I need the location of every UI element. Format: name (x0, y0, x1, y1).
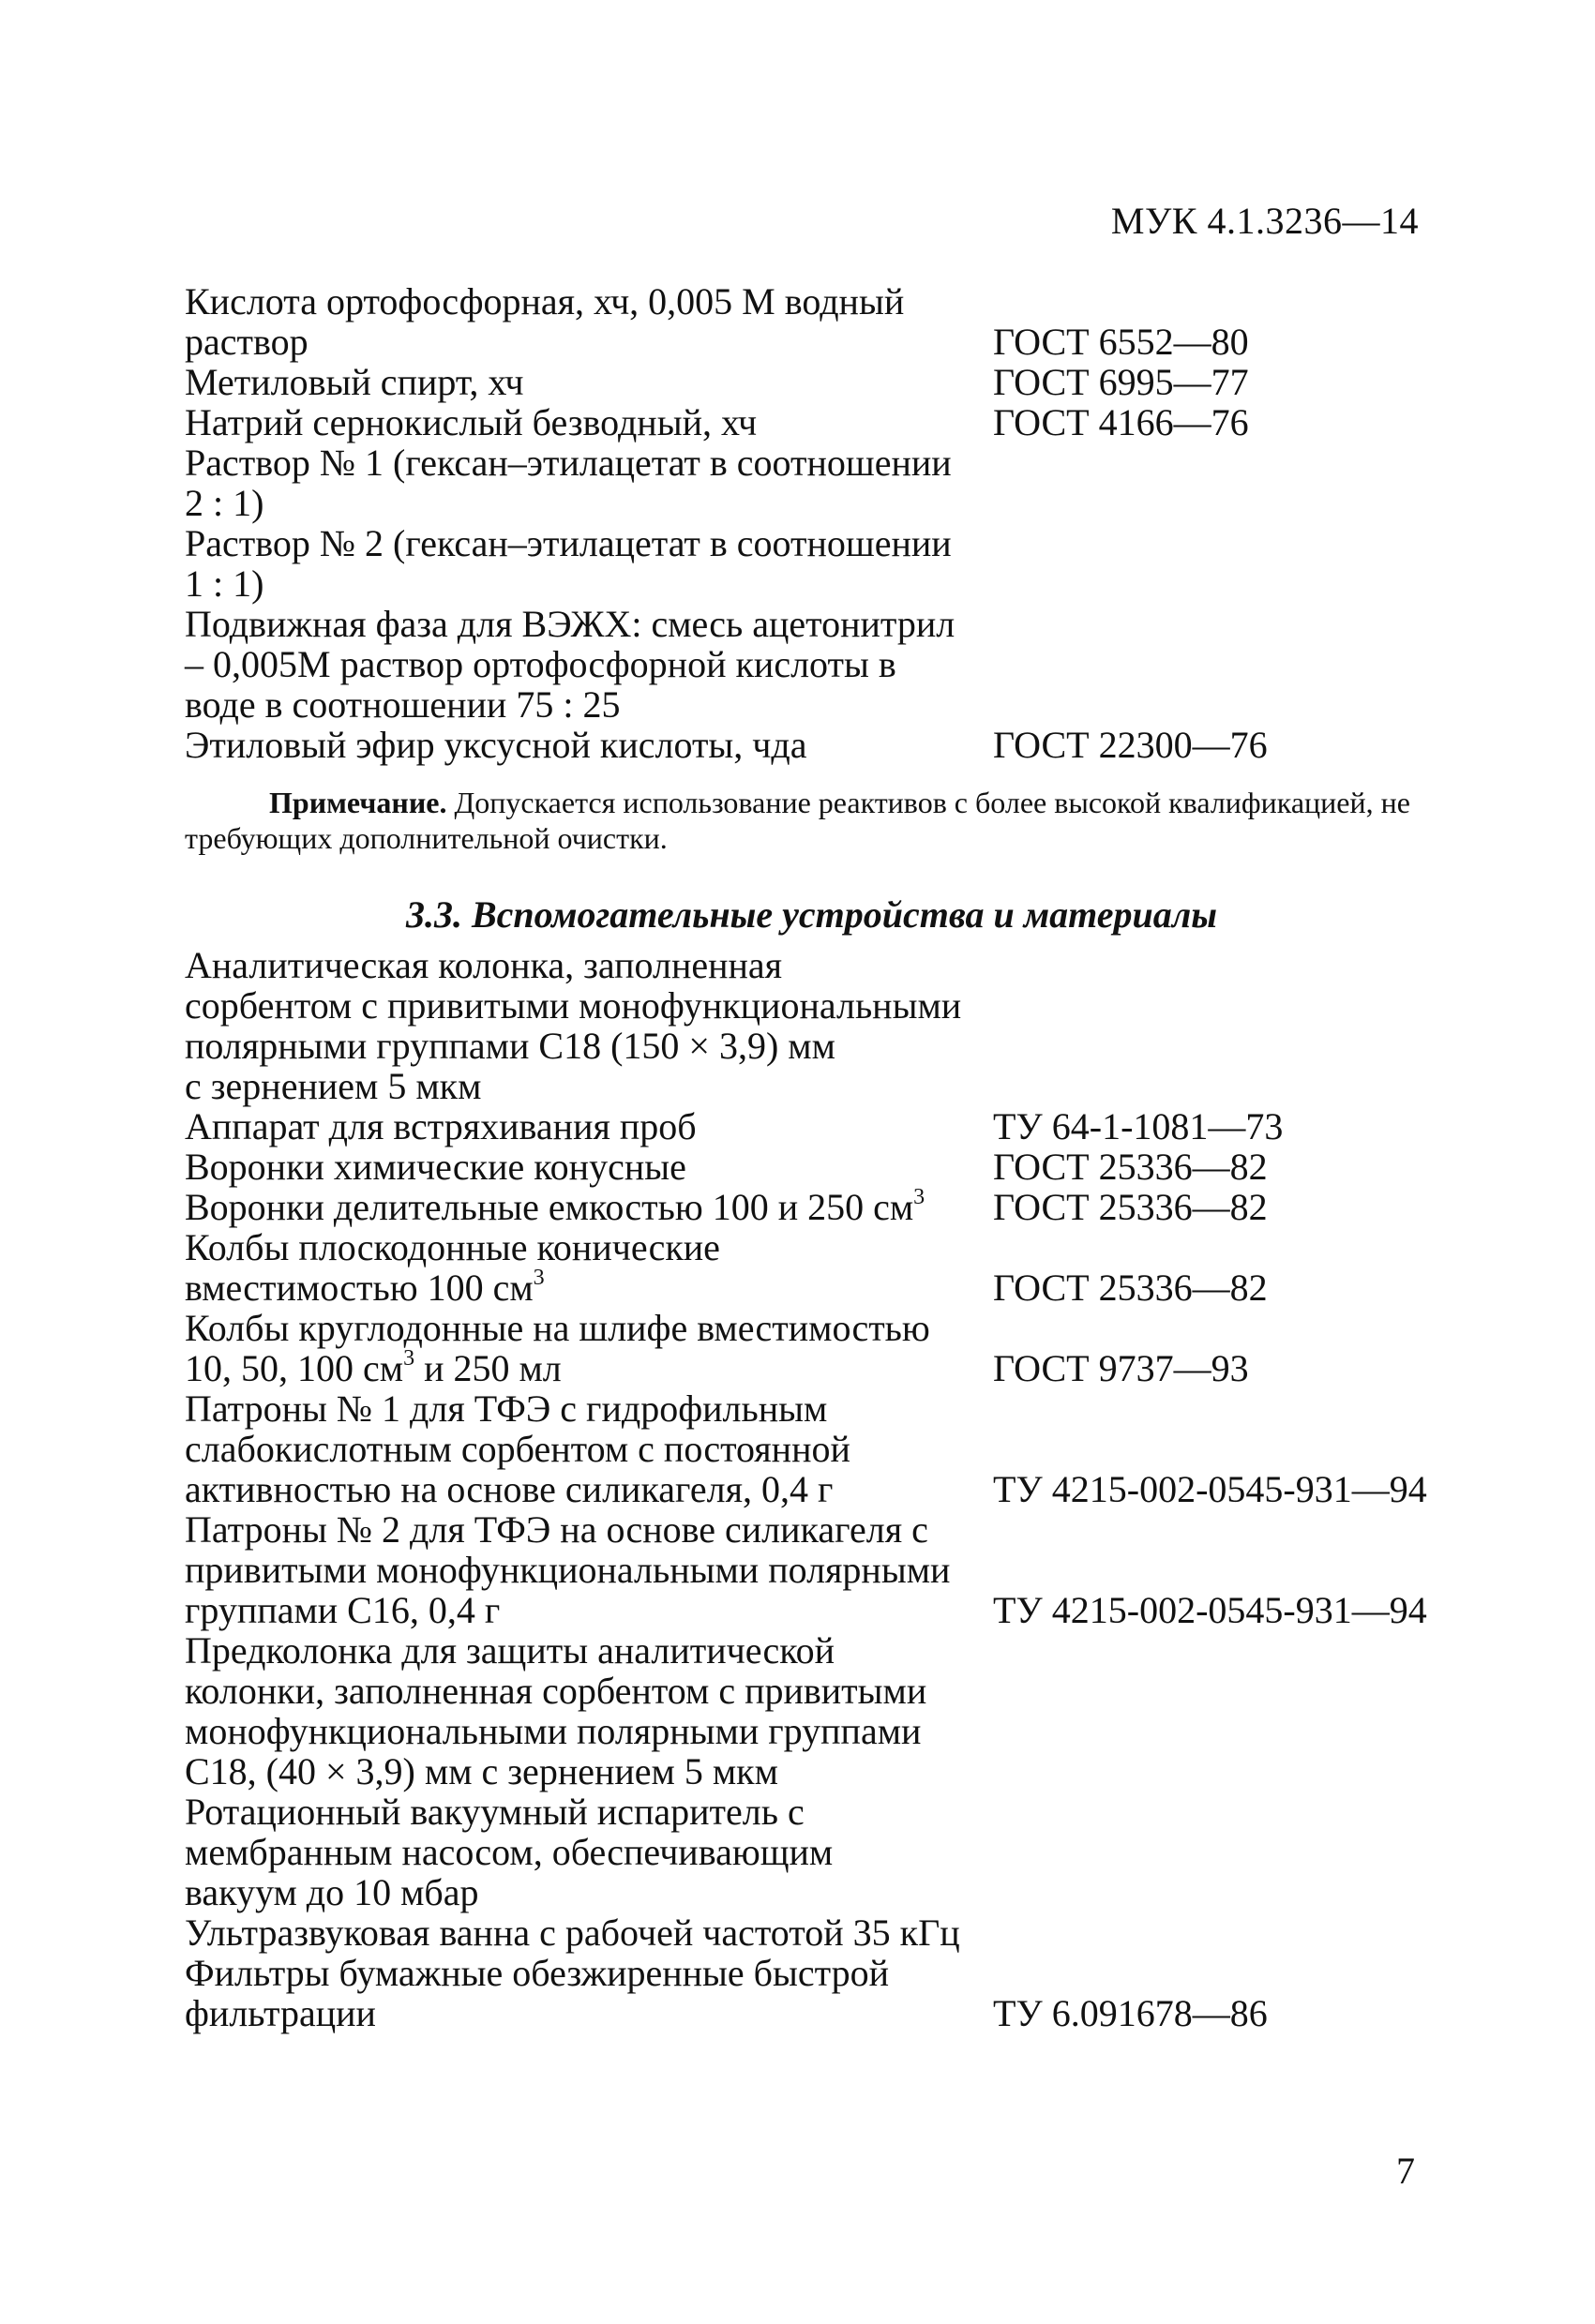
material-standard: ТУ 6.091678—86 (993, 1992, 1268, 2034)
material-standard: ГОСТ 25336—82 (993, 1186, 1268, 1228)
material-standard: ТУ 4215-002-0545-931—94 (993, 1468, 1427, 1510)
reagent-standard: ГОСТ 6995—77 (993, 361, 1249, 403)
material-standard: ГОСТ 25336—82 (993, 1146, 1268, 1188)
superscript: 3 (403, 1346, 415, 1372)
material-name: Предколонка для защиты аналитической колонки, заполненная сорбентом с привитыми монофункциональными полярными группами С18, (40 × 3,9) мм с зернением 5 мкм (185, 1629, 927, 1792)
material-row (185, 1630, 1441, 1792)
material-row (185, 1792, 1441, 1912)
material-standard: ГОСТ 25336—82 (993, 1267, 1268, 1309)
material-name: Воронки химические конусные (185, 1146, 686, 1188)
material-row (185, 1187, 1441, 1227)
material-name (185, 1227, 991, 1308)
material-row (185, 945, 1441, 1106)
material-row (185, 1147, 1441, 1187)
reagent-name: Раствор № 2 (гексан–этилацетат в соотношении 1 : 1) (185, 522, 952, 605)
material-name (185, 1308, 991, 1388)
page-number: 7 (1396, 2150, 1415, 2192)
reagent-standard: ГОСТ 4166—76 (993, 401, 1249, 443)
material-row (185, 1106, 1441, 1147)
material-name: Аналитическая колонка, заполненная сорбентом с привитыми монофункциональными полярными группами С18 (150 × 3,9) мм с зернением 5 мкм (185, 944, 962, 1107)
reagent-row (185, 442, 1441, 523)
material-name: Патроны № 2 для ТФЭ на основе силикагеля с привитыми монофункциональными полярными группами С16, 0,4 г (185, 1508, 951, 1631)
section-heading: 3.3. Вспомогательные устройства и материалы (405, 893, 1218, 936)
material-row (185, 1953, 1441, 2033)
reagent-row (185, 281, 1441, 362)
material-name: Ротационный вакуумный испаритель с мембранным насосом, обеспечивающим вакуум до 10 мбар (185, 1791, 834, 1913)
reagent-name: Этиловый эфир уксусной кислоты, чда (185, 724, 807, 766)
material-standard: ГОСТ 9737—93 (993, 1347, 1249, 1389)
material-row (185, 1388, 1441, 1509)
reagents-list (185, 281, 1441, 765)
material-name: Ультразвуковая ванна с рабочей частотой 35 кГц (185, 1912, 960, 1954)
material-name-text: Колбы круглодонные на шлифе вместимостью 10, 50, 100 см (185, 1307, 930, 1389)
reagent-standard: ГОСТ 22300—76 (993, 724, 1268, 766)
material-row (185, 1308, 1441, 1388)
reagent-name: Кислота ортофосфорная, хч, 0,005 М водный раствор (185, 280, 905, 363)
materials-list (185, 945, 1441, 2033)
superscript: 3 (533, 1266, 545, 1291)
superscript: 3 (913, 1185, 925, 1210)
material-name: Патроны № 1 для ТФЭ с гидрофильным слабокислотным сорбентом с постоянной активностью на основе силикагеля, 0,4 г (185, 1387, 850, 1510)
note-label: Примечание. (269, 786, 447, 819)
material-name-text: Воронки делительные емкостью 100 и 250 см (185, 1186, 914, 1228)
reagent-row (185, 523, 1441, 604)
reagent-name: Метиловый спирт, хч (185, 361, 524, 403)
reagent-row (185, 362, 1441, 402)
note-text: Допускается использование реактивов с более высокой квалификацией, не требующих дополнительной очистки. (185, 786, 1410, 855)
reagent-standard: ГОСТ 6552—80 (993, 321, 1249, 363)
material-row (185, 1227, 1441, 1308)
reagent-name: Раствор № 1 (гексан–этилацетат в соотношении 2 : 1) (185, 442, 952, 524)
material-row (185, 1912, 1441, 1953)
material-name: Фильтры бумажные обезжиренные быстрой фильтрации (185, 1952, 890, 2034)
material-name (185, 1187, 991, 1227)
document-code: МУК 4.1.3236—14 (1110, 200, 1419, 242)
reagent-name: Натрий сернокислый безводный, хч (185, 401, 758, 443)
material-name: Аппарат для встряхивания проб (185, 1105, 697, 1147)
material-name-text: Колбы плоскодонные конические вместимостью 100 см (185, 1226, 720, 1309)
material-standard: ТУ 4215-002-0545-931—94 (993, 1589, 1427, 1631)
reagent-row (185, 725, 1441, 765)
reagent-name: Подвижная фаза для ВЭЖХ: смесь ацетонитрил – 0,005М раствор ортофосфорной кислоты в воде в соотношении 75 : 25 (185, 603, 955, 726)
material-row (185, 1509, 1441, 1630)
reagent-row (185, 402, 1441, 442)
note-paragraph (185, 785, 1441, 856)
material-standard: ТУ 64-1-1081—73 (993, 1105, 1284, 1147)
reagent-row (185, 604, 1441, 725)
material-name-tail: и 250 мл (414, 1347, 562, 1389)
